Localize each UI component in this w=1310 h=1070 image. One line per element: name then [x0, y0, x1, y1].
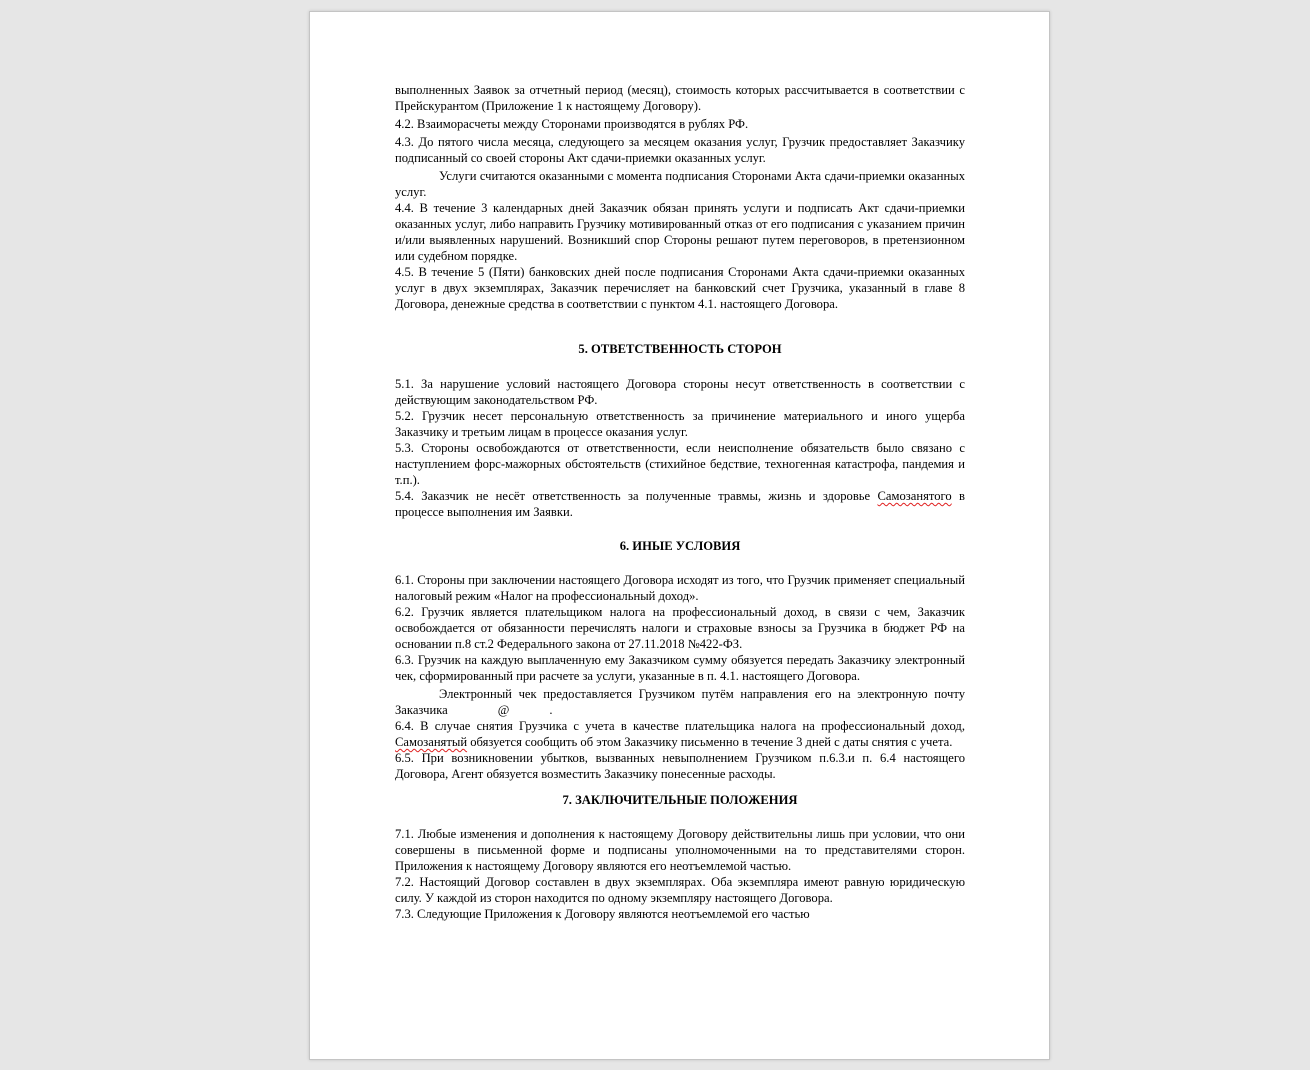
paragraph-5-4-text-a: 5.4. Заказчик не несёт ответственность за полученные травмы, жизнь и здоровье [395, 489, 878, 503]
section-7-heading: 7. ЗАКЛЮЧИТЕЛЬНЫЕ ПОЛОЖЕНИЯ [562, 793, 798, 807]
paragraph-6-4 [395, 718, 965, 750]
paragraph-7-3: 7.3. Следующие Приложения к Договору являются неотъемлемой его частью [395, 907, 810, 921]
paragraph-4-2: 4.2. Взаиморасчеты между Сторонами производятся в рублях РФ. [395, 117, 749, 131]
paragraph-6-4-text-a: 6.4. В случае снятия Грузчика с учета в качестве плательщика налога на профессиональный доход, [395, 719, 965, 733]
section-6-heading: 6. ИНЫЕ УСЛОВИЯ [619, 539, 741, 553]
paragraph-6-5: 6.5. При возникновении убытков, вызванных невыполнением Грузчиком п.6.3.и п. 6.4 настоящего Договора, Агент обязуется возместить Заказчику понесенные расходы. [395, 751, 965, 781]
paragraph-5-3: 5.3. Стороны освобождаются от ответственности, если неисполнение обязательств было связано с наступлением форс-мажорных обстоятельств (стихийное бедствие, техногенная катастрофа, пандемия и т.п.). [395, 441, 965, 487]
paragraph-4-3: 4.3. До пятого числа месяца, следующего за месяцем оказания услуг, Грузчик предоставляет Заказчику подписанный со своей стороны Акт сдачи-приемки оказанных услуг. [395, 135, 965, 165]
paragraph-4-1-continued: выполненных Заявок за отчетный период (месяц), стоимость которых рассчитывается в соответствии с Прейскурантом (Приложение 1 к настоящему Договору). [395, 83, 965, 113]
paragraph-5-1: 5.1. За нарушение условий настоящего Договора стороны несут ответственность в соответствии с действующим законодательством РФ. [395, 377, 965, 407]
paragraph-5-4 [395, 488, 965, 520]
paragraph-6-2: 6.2. Грузчик является плательщиком налога на профессиональный доход, в связи с чем, Заказчик освобождается от обязанности перечислять налоги и страховые взносы за Грузчика в бюджет РФ на основании п.8 ст.2 Федерального закона от 27.11.2018 №422-ФЗ. [395, 605, 965, 651]
paragraph-5-4-text-b: в процессе выполнения им Заявки. [395, 489, 965, 519]
document-body[interactable] [395, 82, 965, 922]
spellcheck-flagged-word[interactable]: Самозанятый [395, 735, 468, 749]
paragraph-6-3-note-end: . [549, 703, 553, 717]
document-page[interactable] [309, 11, 1050, 1060]
email-at-sign: @ [497, 703, 510, 717]
paragraph-6-3: 6.3. Грузчик на каждую выплаченную ему Заказчиком сумму обязуется передать Заказчику электронный чек, сформированный при расчете за услуги, указанные в п. 4.1. настоящего Договора. [395, 653, 965, 683]
paragraph-5-2: 5.2. Грузчик несет персональную ответственность за причинение материального и иного ущерба Заказчику и третьим лицам в процессе оказания услуг. [395, 409, 965, 439]
paragraph-4-4: 4.4. В течение 3 календарных дней Заказчик обязан принять услуги и подписать Акт сдачи-приемки оказанных услуг, либо направить Грузчику мотивированный отказ от его подписания с указанием причин и/или выявленных нарушений. Возникший спор Стороны решают путем переговоров, в претензионном или судебном порядке. [395, 201, 965, 263]
paragraph-6-1: 6.1. Стороны при заключении настоящего Договора исходят из того, что Грузчик применяет специальный налоговый режим «Налог на профессиональный доход». [395, 573, 965, 603]
paragraph-6-4-text-b: обязуется сообщить об этом Заказчику письменно в течение 3 дней с даты снятия с учета. [467, 735, 953, 749]
paragraph-6-3-note [395, 686, 965, 718]
spellcheck-flagged-word[interactable]: Самозанятого [877, 489, 952, 503]
paragraph-4-3-note: Услуги считаются оказанными с момента подписания Сторонами Акта сдачи-приемки оказанных услуг. [395, 169, 965, 199]
paragraph-7-1: 7.1. Любые изменения и дополнения к настоящему Договору действительны лишь при условии, что они совершены в письменной форме и подписаны уполномоченными на то представителями сторон. Приложения к настоящему Договору являются его неотъемлемой частью. [395, 827, 965, 873]
paragraph-6-3-note-text: Электронный чек предоставляется Грузчиком путём направления его на электронную почту Заказчика [395, 687, 965, 717]
paragraph-7-2: 7.2. Настоящий Договор составлен в двух экземплярах. Оба экземпляра имеют равную юридическую силу. У каждой из сторон находится по одному экземпляру настоящего Договора. [395, 875, 965, 905]
section-5-heading: 5. ОТВЕТСТВЕННОСТЬ СТОРОН [578, 342, 782, 356]
paragraph-4-5: 4.5. В течение 5 (Пяти) банковских дней после подписания Сторонами Акта сдачи-приемки оказанных услуг в двух экземплярах, Заказчик перечисляет на банковский счет Грузчика, указанный в главе 8 Договора, денежные средства в соответствии с пунктом 4.1. настоящего Договора. [395, 265, 965, 311]
